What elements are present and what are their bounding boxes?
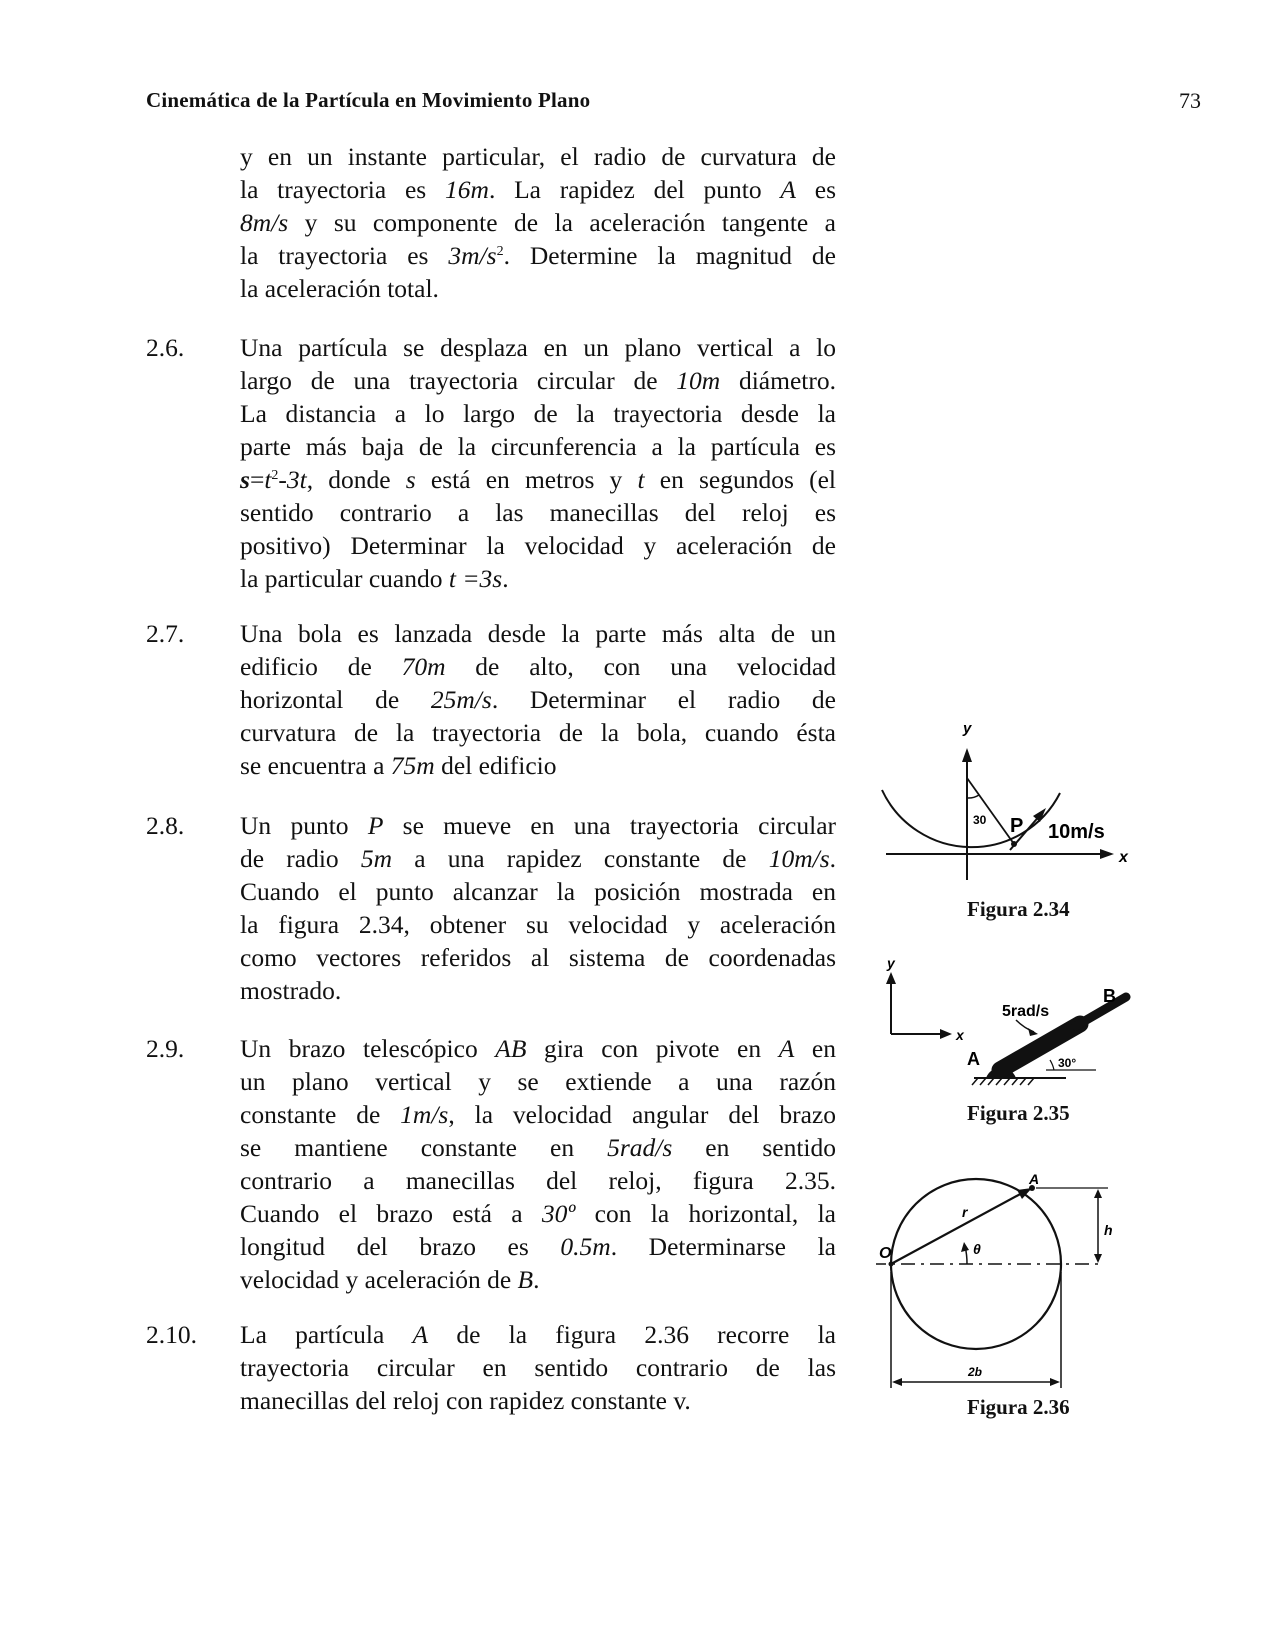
text-segment: , la velocidad angular del brazo <box>448 1100 836 1129</box>
problem-2-9-text <box>240 1032 836 1296</box>
fig-2-35-a-label: A <box>967 1049 980 1069</box>
figure-2-36-diagram <box>876 1160 1166 1390</box>
figure-2-35-caption: Figura 2.35 <box>967 1101 1070 1125</box>
text-segment: . Determinarse la <box>610 1232 836 1261</box>
text-segment: 10m <box>676 366 721 395</box>
text-segment: Un punto <box>240 811 368 840</box>
text-segment: 25m/s <box>430 685 492 714</box>
text-segment: la aceleración total. <box>240 274 439 303</box>
problem-2-7-text <box>240 617 836 782</box>
fig-2-35-x-label: x <box>956 1027 964 1043</box>
text-segment: gira con pivote en <box>526 1034 779 1063</box>
text-segment: Una bola es lanzada desde la parte más alta de un <box>240 619 836 648</box>
text-line <box>240 716 836 749</box>
text-segment: la trayectoria es <box>240 241 449 270</box>
text-line <box>240 1351 836 1384</box>
text-segment: 2 <box>496 244 504 259</box>
text-segment: t <box>637 465 645 494</box>
problem-number-2-10: 2.10. <box>146 1320 197 1349</box>
text-segment: . <box>502 564 509 593</box>
problem-2-8-text <box>240 809 836 1007</box>
text-segment: 30º <box>541 1199 576 1228</box>
text-segment: A <box>780 175 796 204</box>
text-segment: y su componente de la aceleración tangente a <box>288 208 836 237</box>
text-segment: 3m/s <box>448 241 497 270</box>
text-segment: A <box>412 1320 429 1349</box>
text-segment: un plano vertical y se extiende a una razón <box>240 1067 836 1096</box>
text-segment: Cuando el punto alcanzar la posición mostrada en <box>240 877 836 906</box>
fig-2-36-o-label: O <box>879 1245 892 1262</box>
text-segment: con la horizontal, la <box>575 1199 836 1228</box>
fig-2-35-b-label: B <box>1103 986 1116 1006</box>
text-segment: en sentido <box>672 1133 836 1162</box>
text-line <box>240 140 836 173</box>
text-segment: edificio de <box>240 652 402 681</box>
text-segment: A <box>778 1034 795 1063</box>
text-segment: manecillas del reloj con rapidez constante v. <box>240 1386 691 1415</box>
text-segment: 70m <box>401 652 446 681</box>
text-line <box>240 173 836 206</box>
text-segment: curvatura de la trayectoria de la bola, cuando ésta <box>240 718 836 747</box>
text-segment: , donde <box>306 465 406 494</box>
text-line <box>240 1164 836 1197</box>
text-line <box>240 974 836 1007</box>
text-segment: . Determine la magnitud de <box>503 241 836 270</box>
text-segment: velocidad y aceleración de <box>240 1265 518 1294</box>
text-segment: La partícula <box>240 1320 413 1349</box>
problem-number-2-6: 2.6. <box>146 333 185 362</box>
continuation-paragraph <box>240 140 836 305</box>
text-segment: t <box>264 465 272 494</box>
page-number: 73 <box>1179 88 1201 113</box>
fig-2-34-point-label: P <box>1010 815 1024 837</box>
text-segment: Cuando el brazo está a <box>240 1199 542 1228</box>
text-segment: positivo) Determinar la velocidad y aceleración de <box>240 531 836 560</box>
text-segment: se encuentra a <box>240 751 391 780</box>
text-segment: como vectores referidos al sistema de coordenadas <box>240 943 836 972</box>
text-segment: está en metros y <box>415 465 638 494</box>
text-line <box>240 650 836 683</box>
text-segment: en segundos (el <box>644 465 836 494</box>
problem-number-2-8: 2.8. <box>146 811 185 840</box>
text-segment: 5rad/s <box>607 1133 673 1162</box>
text-segment: se mantiene constante en <box>240 1133 608 1162</box>
text-segment: contrario a manecillas del reloj, figura 2.35. <box>240 1166 836 1195</box>
text-segment: . La rapidez del punto <box>488 175 781 204</box>
text-segment: 2 <box>271 468 279 483</box>
fig-2-34-x-label: x <box>1119 849 1128 866</box>
text-segment: . <box>829 844 836 873</box>
text-segment: en <box>794 1034 836 1063</box>
figure-2-34-diagram <box>876 720 1166 895</box>
text-segment: 10m/s <box>768 844 830 873</box>
text-line <box>240 941 836 974</box>
figure-2-36-caption: Figura 2.36 <box>967 1395 1070 1419</box>
figure-2-34-caption: Figura 2.34 <box>967 897 1070 921</box>
fig-2-34-angle-label: 30 <box>973 813 987 827</box>
text-segment: P <box>367 811 384 840</box>
text-segment: constante de <box>240 1100 401 1129</box>
text-line <box>240 562 836 595</box>
text-line <box>240 749 836 782</box>
text-segment: a una rapidez constante de <box>392 844 769 873</box>
fig-2-36-a-label: A <box>1029 1171 1040 1187</box>
text-segment: 75m <box>390 751 435 780</box>
fig-2-36-theta-label: θ <box>973 1241 981 1257</box>
text-segment: Una partícula se desplaza en un plano vertical a lo <box>240 333 836 362</box>
text-segment: y en un instante particular, el radio de curvatura de <box>240 142 836 171</box>
text-segment: de alto, con una velocidad <box>445 652 836 681</box>
text-segment: se mueve en una trayectoria circular <box>383 811 837 840</box>
text-line <box>240 364 836 397</box>
problem-2-6-text <box>240 331 836 595</box>
text-segment: 5m <box>360 844 393 873</box>
text-line <box>240 842 836 875</box>
text-line <box>240 908 836 941</box>
fig-2-35-angle-label: 30° <box>1058 1056 1077 1070</box>
text-segment: la figura 2.34, obtener su velocidad y aceleración <box>240 910 836 939</box>
text-segment: la trayectoria es <box>240 175 446 204</box>
text-segment: longitud del brazo es <box>240 1232 561 1261</box>
text-line <box>240 239 836 272</box>
text-line <box>240 875 836 908</box>
text-segment: -3t <box>278 465 307 494</box>
fig-2-36-r-label: r <box>962 1204 968 1220</box>
text-segment: de radio <box>240 844 361 873</box>
text-line <box>240 1032 836 1065</box>
fig-2-34-speed-label: 10m/s <box>1048 821 1105 843</box>
text-line <box>240 529 836 562</box>
text-line <box>240 496 836 529</box>
fig-2-35-omega-label: 5rad/s <box>1002 1003 1050 1020</box>
text-line <box>240 430 836 463</box>
text-segment: Un brazo telescópico <box>240 1034 496 1063</box>
text-segment: s <box>405 465 416 494</box>
text-segment: . Determinar el radio de <box>491 685 836 714</box>
text-segment: . <box>533 1265 540 1294</box>
figure-2-35-diagram <box>876 950 1166 1125</box>
text-segment: parte más baja de la circunferencia a la partícula es <box>240 432 836 461</box>
text-segment: mostrado. <box>240 976 342 1005</box>
page-header <box>146 88 1201 118</box>
text-segment: largo de una trayectoria circular de <box>240 366 677 395</box>
fig-2-36-width-label: 2b <box>968 1365 983 1379</box>
problem-number-2-7: 2.7. <box>146 619 185 648</box>
text-line <box>240 683 836 716</box>
text-segment: 0.5m <box>560 1232 611 1261</box>
text-line <box>240 1384 836 1417</box>
text-segment: de la figura 2.36 recorre la <box>428 1320 836 1349</box>
text-segment: B <box>517 1265 534 1294</box>
text-line <box>240 1098 836 1131</box>
text-line <box>240 1230 836 1263</box>
fig-2-36-h-label: h <box>1104 1222 1113 1238</box>
running-title: Cinemática de la Partícula en Movimiento Plano <box>146 88 591 112</box>
text-segment: trayectoria circular en sentido contrario de las <box>240 1353 836 1382</box>
text-segment: del edificio <box>434 751 557 780</box>
problem-number-2-9: 2.9. <box>146 1034 185 1063</box>
text-segment: = <box>249 465 265 494</box>
text-segment: diámetro. <box>720 366 836 395</box>
text-line <box>240 463 836 496</box>
text-segment: horizontal de <box>240 685 431 714</box>
text-segment: la particular cuando <box>240 564 449 593</box>
text-line <box>240 206 836 239</box>
problem-2-10-text <box>240 1318 836 1417</box>
text-segment: 1m/s <box>400 1100 449 1129</box>
text-line <box>240 331 836 364</box>
text-line <box>240 397 836 430</box>
text-segment: AB <box>495 1034 527 1063</box>
fig-2-34-y-label: y <box>963 720 972 737</box>
text-line <box>240 1263 836 1296</box>
text-segment: 16m <box>445 175 489 204</box>
text-segment: s <box>240 465 250 494</box>
text-line <box>240 1197 836 1230</box>
text-segment: es <box>795 175 836 204</box>
text-segment: sentido contrario a las manecillas del reloj es <box>240 498 836 527</box>
text-line <box>240 1318 836 1351</box>
text-line <box>240 809 836 842</box>
text-line <box>240 617 836 650</box>
text-segment: 8m/s <box>240 208 289 237</box>
text-line <box>240 1065 836 1098</box>
fig-2-35-y-label: y <box>887 955 895 971</box>
text-line <box>240 272 836 305</box>
text-segment: La distancia a lo largo de la trayectoria desde la <box>240 399 836 428</box>
text-line <box>240 1131 836 1164</box>
text-segment: t =3s <box>448 564 503 593</box>
